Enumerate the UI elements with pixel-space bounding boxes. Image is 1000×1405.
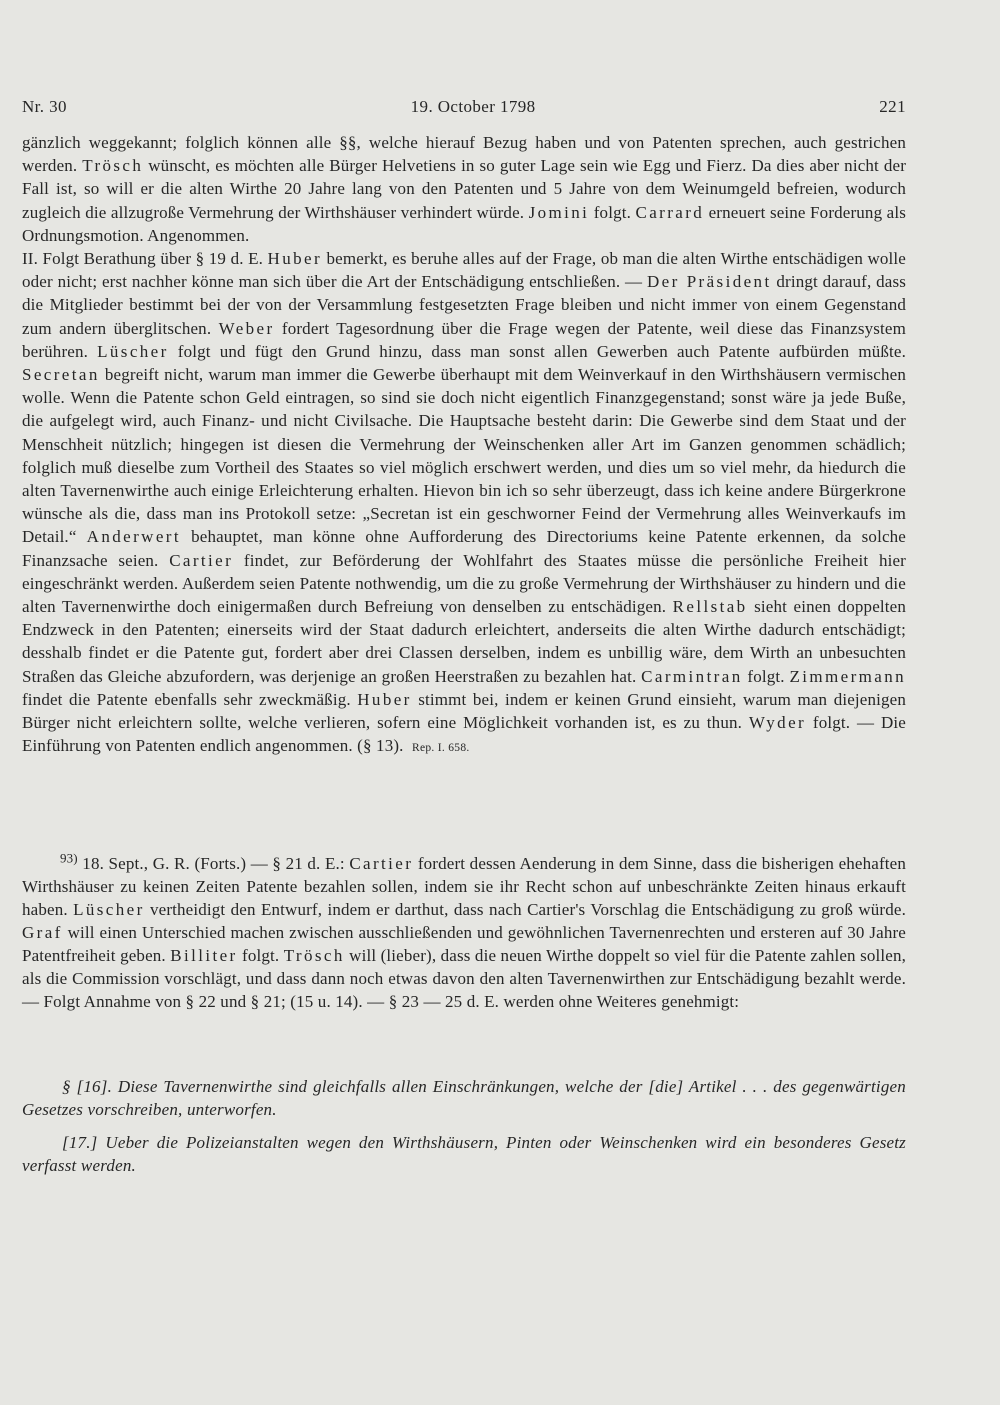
speaker-name: Huber [267,249,323,269]
law-excerpts [22,1075,906,1187]
text-run: behauptet, man könne ohne Aufforderung des Directoriums keine Patente erkennen, da solche Finanzsache seien. [22,527,906,570]
header-date: 19. October 1798 [410,97,536,116]
speaker-name: Carrard [635,202,705,222]
text-run: dringt darauf, dass die Mitglieder bestimmt bei der von der Versammlung festgesetzten Frage bleiben und nicht immer von einem Gegenstand zum andern überglitschen. [22,272,907,338]
speaker-name: Zimmermann [789,666,907,686]
speaker-name: Weber [218,318,275,338]
text-run: findet die Patente ebenfalls sehr zweckmäßig. [22,689,358,709]
source-reference: Rep. I. 658. [411,742,470,755]
paragraph-section-ii [22,247,906,760]
document-number: Nr. 30 [22,97,67,116]
text-run: folgt. — Die Einführung von Patenten endlich angenommen. (§ 13). [22,713,906,756]
text-run: wünscht, es möchten alle Bürger Helvetiens in so guter Lage sein wie Egg und Fierz. Da dies aber nicht der Fall ist, so will er die alten Wirthe 20 Jahre lang von den Patenten und 5 Jahre von dem Weinumgeld befreien, wodurch zugleich die allzugroße Vermehrung der Wirthshäuser verhindert würde. [22,156,907,222]
text-run: gänzlich weggekannt; folglich können alle §§, welche hierauf Bezug haben und von Patenten sprechen, auch gestrichen werden. [22,133,906,176]
speaker-name: Billiter [170,946,238,965]
text-run: fordert dessen Aenderung in dem Sinne, dass die bisherigen ehehaften Wirthshäuser zu keinen Zeiten Patente bezahlen sollen, indem sie ihr Recht schon auf unbeschränkte Zeiten hinaus erkauft haben. [22,854,906,919]
page-number: 221 [879,97,906,116]
text-run: erneuert seine Forderung als Ordnungsmotion. Angenommen. [22,202,907,245]
speaker-name: Lüscher [97,341,169,361]
speaker-name: Trösch [82,156,144,176]
speaker-name: Cartier [349,854,414,873]
speaker-name: Anderwert [86,527,181,547]
speaker-name: Graf [22,923,63,942]
entry-number: 93) [60,850,78,866]
speaker-name: Rellstab [672,597,748,617]
text-run: begreift nicht, warum man immer die Gewerbe überhaupt mit dem Weinverkauf in den Wirthshäusern vermischen wolle. Wenn die Patente schon Geld eintragen, so sind sie doch nicht eigentlich Finanzgegenstand; sonst wäre ja jede Buße, die aufgelegt wird, auch Finanz- und nicht Civilsache. Die Hauptsache besteht darin: Die Gewerbe sind dem Staat und der Menschheit nützlich; hingegen ist diesen die Vermehrung der Weinschenken aller Art im Ganzen genommen schädlich; folglich muß dieselbe zum Vortheil des Staates so viel möglich erschwert werden, und dies um so viel mehr, da hiedurch die alten Tavernenwirthe auch einige Erleichterung erhalten. Hievon bin ich so sehr überzeugt, dass ich keine andere Bürgerkrone wünsche als die, dass man ins Protokoll setze: „Secretan ist ein geschworner Feind der Vermehrung alles Weinverkaufs im Detail.“ [22,365,906,547]
speaker-name: Huber [357,689,412,709]
text-run: will einen Unterschied machen zwischen ausschließenden und gewöhnlichen Tavernenrechten und ersteren auf 30 Jahre Patentfreiheit geben. [22,923,906,965]
speaker-name: Carmintran [641,666,743,686]
text-run: II. Folgt Berathung über § 19 d. E. [22,249,268,269]
speaker-name: Wyder [748,713,807,733]
article-16: § [16]. Diese Tavernenwirthe sind gleichfalls allen Einschränkungen, welche der [die] Artikel . . . des gegenwärtigen Gesetzes vorschreiben, unterworfen. [22,1077,906,1119]
running-header [22,97,906,121]
text-run: stimmt bei, indem er keinen Grund einsieht, warum man diejenigen Bürger nicht erleichtern sollte, welche verlieren, sofern eine Möglichkeit vorhanden ist, es zu thun. [22,689,906,733]
text-run: bemerkt, es beruhe alles auf der Frage, ob man die alten Wirthe entschädigen wolle oder nicht; erst nachher könne man sich über die Art der Entschädigung entschließen. — [22,249,906,292]
speaker-name: Cartier [169,550,234,570]
speaker-name: Trösch [283,946,345,965]
article-17: [17.] Ueber die Polizeianstalten wegen den Wirthshäusern, Pinten oder Weinschenken wird ein besonderes Gesetz verfasst werden. [22,1133,906,1175]
text-run: will (lieber), dass die neuen Wirthe doppelt so viel für die Patente zahlen sollen, als die Commission vorschlägt, und dass dann noch etwas davon den alten Tavernenwirthen zur Entschädigung bezahlt werde. — Folgt Annahme von § 22 und § 21; (15 u. 14). — § 23 — 25 d. E. werden ohne Weiteres genehmigt: [22,946,907,1011]
main-text [22,131,906,760]
text-run: 18. Sept., G. R. (Forts.) — § 21 d. E.: [77,854,350,873]
speaker-name: Secretan [22,365,100,385]
text-run: folgt. [589,202,636,222]
text-run: folgt und fügt den Grund hinzu, dass man sonst allen Gewerben auch Patente aufbürden müßte. [168,341,906,361]
speaker-name: Der Präsident [646,272,772,292]
text-run: fordert Tagesordnung über die Frage wegen der Patente, weil diese das Finanzsystem berühren. [22,318,907,361]
text-run: folgt. [742,666,790,686]
text-run: folgt. [237,946,284,965]
speaker-name: Jomini [528,202,590,222]
entry-93 [22,852,906,1013]
entry-93-paragraph [22,852,906,1013]
paragraph-continuation [22,131,906,247]
speaker-name: Lüscher [73,900,145,919]
text-run: sieht einen doppelten Endzweck in den Patenten; einerseits wird der Staat dadurch erleichtert, anderseits die alten Wirthe dadurch entschädigt; desshalb findet er die Patente gut, fordert aber drei Classen derselben, indem es unbillig wäre, dem Wirth an unbesuchten Straßen das Gleiche abzufordern, was derjenige an großen Heerstraßen zu bezahlen hat. [22,597,906,686]
text-run: findet, zur Beförderung der Wohlfahrt des Staates müsse die persönliche Freiheit hier eingeschränkt werden. Außerdem seien Patente nothwendig, um die zu große Vermehrung der Wirthshäuser zu hindern und die alten Tavernenwirthe doch einigermaßen durch Befreiung von denselben zu entschädigen. [22,550,906,617]
text-run: vertheidigt den Entwurf, indem er darthut, dass nach Cartier's Vorschlag die Entschädigung zu groß würde. [144,900,906,919]
